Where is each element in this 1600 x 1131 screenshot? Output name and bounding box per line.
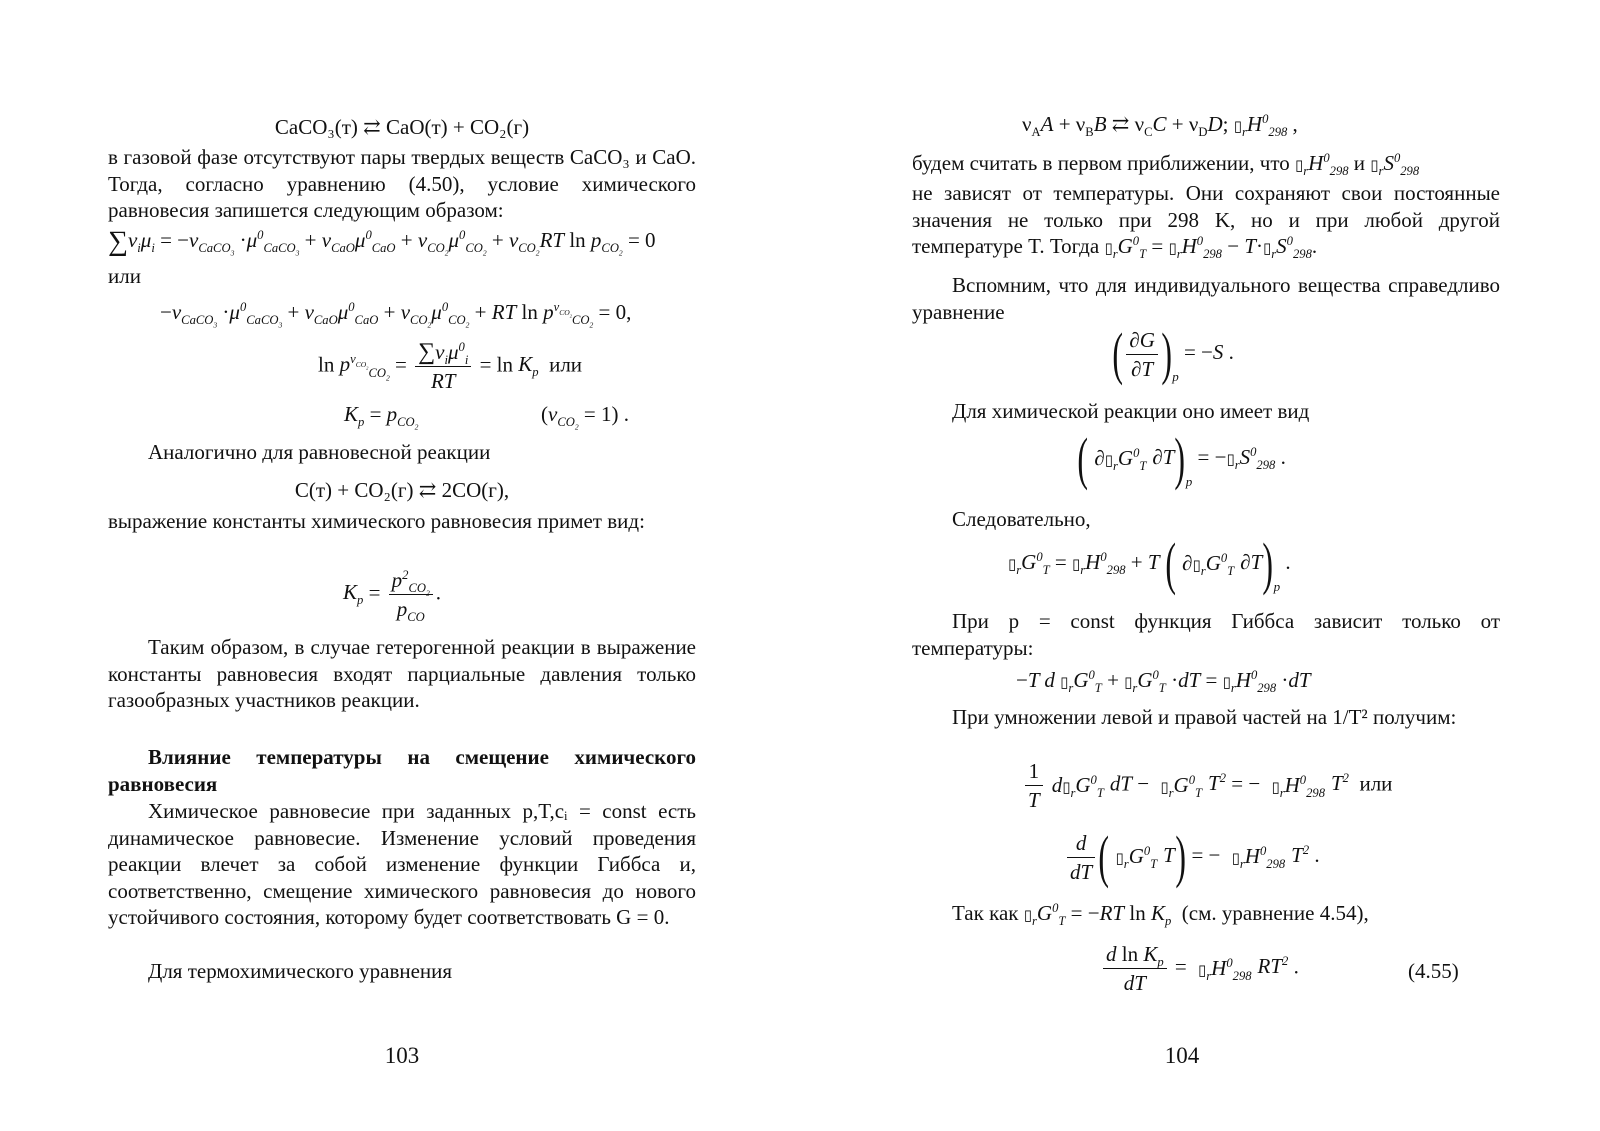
- page-number-right: 104: [1164, 1043, 1200, 1068]
- equation-general-reaction: $\nu_AA + \nu_BB$ ⇄ $\nu_CC + \nu_DD$; $▯_rH^0_{298}$ ,: [1022, 112, 1298, 140]
- equation-divided: $\frac{1}{T}$ $d▯_rG^0_T$ dT − $▯_rG^0_T$ $T^2$ = − $▯_rH^0_{298}$ $T^2$ или: [1022, 757, 1392, 814]
- equation-kp-heterogeneous: $K_p$ = $\frac{p^2_{CO_2}}{p_{CO}}$ .: [343, 568, 441, 625]
- equation-vant-hoff: $\frac{d \ln K_p}{dT}$ = $▯_rH^0_{298}$ $RT^2$ .: [1100, 940, 1299, 997]
- paragraph-first-approximation: будем считать в первом приближении, что $▯_rH^0_{298}$ и $▯_rS^0_{298}$: [912, 151, 1420, 179]
- paragraph-analogously: Аналогично для равновесной реакции: [148, 440, 491, 464]
- equation-number: (4.55): [1408, 959, 1459, 983]
- equation-gibbs-helmholtz: $▯_rG^0_T$ = $▯_rH^0_{298} + T$ ( $\partial▯_rG^0_T$ $\partial T)_p$ .: [1008, 531, 1291, 596]
- page-left: [108, 0, 696, 1131]
- paragraph-multiply: При умножении левой и правой частей на 1/T² получим:: [952, 705, 1457, 729]
- equation-equilibrium-sum: $\sum\nu_i\mu_i = -\nu_{CaCO_3} \cdot\mu^0_{CaCO_3} + \nu_{CaO}\mu^0_{CaO} + \nu_{CO_2}\mu^0_{CO_2} + \nu_{CO_2}RT$ $\ln p_{CO_2} = 0$: [108, 226, 656, 258]
- paragraph-gas-phase: в газовой фазе отсутствуют пары твердых веществ CaCO₃ и CaO. Тогда, согласно уравнению (4.50), условие химического равновесия запишется следующим образом:: [108, 145, 696, 222]
- page-number-left: 103: [384, 1043, 420, 1068]
- temperature-text: не зависят от температуры. Они сохраняют свои постоянные значения не только при 298 K, но и при любой другой температуре T. Тогда: [912, 181, 1500, 258]
- equation-nu-co2: $(\nu_{CO_2} = 1)$ .: [541, 402, 629, 432]
- paragraph-const-pressure: При p = const функция Гиббса зависит только от температуры:: [912, 609, 1500, 660]
- paragraph-temperature-independent: не зависят от температуры. Они сохраняют свои постоянные значения не только при 298 K, но и при любой другой температуре T. Тогда $▯_rG^0_T$ = $▯_rH^0_{298}$ − $T\cdot▯_rS^0_{298}$.: [912, 181, 1500, 262]
- paragraph-thermochemical: Для термохимического уравнения: [148, 959, 453, 983]
- equation-kp-pco2: $K_p = p_{CO_2}$: [344, 402, 419, 432]
- equation-derivative-g-over-t: $\frac{d}{dT}$ ( $▯_rG^0_T$ T) = − $▯_rH^0_{298}$ $T^2$ .: [1064, 828, 1320, 886]
- see-equation-text: (см. уравнение 4.54),: [1181, 901, 1369, 925]
- since-text: Так как: [952, 901, 1019, 925]
- word-or-2: или: [549, 352, 583, 377]
- equation-ln-kp: $\ln p^{\nu_{CO_2}}_{CO_2}$ = $\frac{\sum\nu_i\mu^0_i}{RT}$ = $\ln K_p$ или: [318, 339, 583, 393]
- equation-dg-dt: ( $\frac{\partial G}{\partial T}$ )$_p = -S$ .: [1112, 321, 1234, 386]
- equation-differential: −T d $▯_rG^0_T$ + $▯_rG^0_T \cdot dT$ = $▯_rH^0_{298} \cdot dT$: [1016, 668, 1311, 696]
- page-right: [912, 0, 1500, 1131]
- paragraph-consequently: Следовательно,: [952, 507, 1091, 531]
- equation-equilibrium-log: $-\nu_{CaCO_3} \cdot\mu^0_{CaCO_3} + \nu_{CaO}\mu^0_{CaO} + \nu_{CO_2}\mu^0_{CO_2}$ + RT $\ln p^{\nu_{CO_2}}_{CO_2} = 0$,: [160, 300, 632, 330]
- paragraph-thus: Таким образом, в случае гетерогенной реакции в выражение константы равновесия входят парциальные давления только газообразных участников реакции.: [108, 635, 696, 712]
- word-and: и: [1353, 151, 1366, 175]
- paragraph-recall: Вспомним, что для индивидуального вещества справедливо уравнение: [912, 273, 1500, 324]
- equation-boudouard: C(т) + CO₂(г) ⇄ 2CO(г),: [294, 478, 510, 502]
- equation-dgr-dt: ( $\partial▯_rG^0_T$ $\partial T)_p$ = $-▯_rS^0_{298}$ .: [1077, 426, 1286, 491]
- equation-caco3-decomposition: CaCO₃(т) ⇄ CaO(т) + CO₂(г): [274, 115, 530, 139]
- word-or-3: или: [1359, 771, 1393, 796]
- paragraph-since: Так как $▯_rG^0_T = -RT$ $\ln K_p$ (см. уравнение 4.54),: [952, 901, 1369, 929]
- paragraph-for-reaction: Для химической реакции оно имеет вид: [952, 399, 1310, 423]
- approximation-text: будем считать в первом приближении, что: [912, 151, 1290, 175]
- paragraph-expression: выражение константы химического равновесия примет вид:: [108, 509, 645, 533]
- section-heading: Влияние температуры на смещение химического равновесия: [108, 745, 696, 796]
- word-or-1: или: [108, 264, 141, 288]
- paragraph-chemical-equilibrium: Химическое равновесие при заданных p,T,cᵢ = const есть динамическое равновесие. Изменение условий проведения реакции влечет за собой изменение функции Гиббса и, соответственно, смещение химического равновесия до нового устойчивого состояния, которому будет соответствовать G = 0.: [108, 799, 696, 929]
